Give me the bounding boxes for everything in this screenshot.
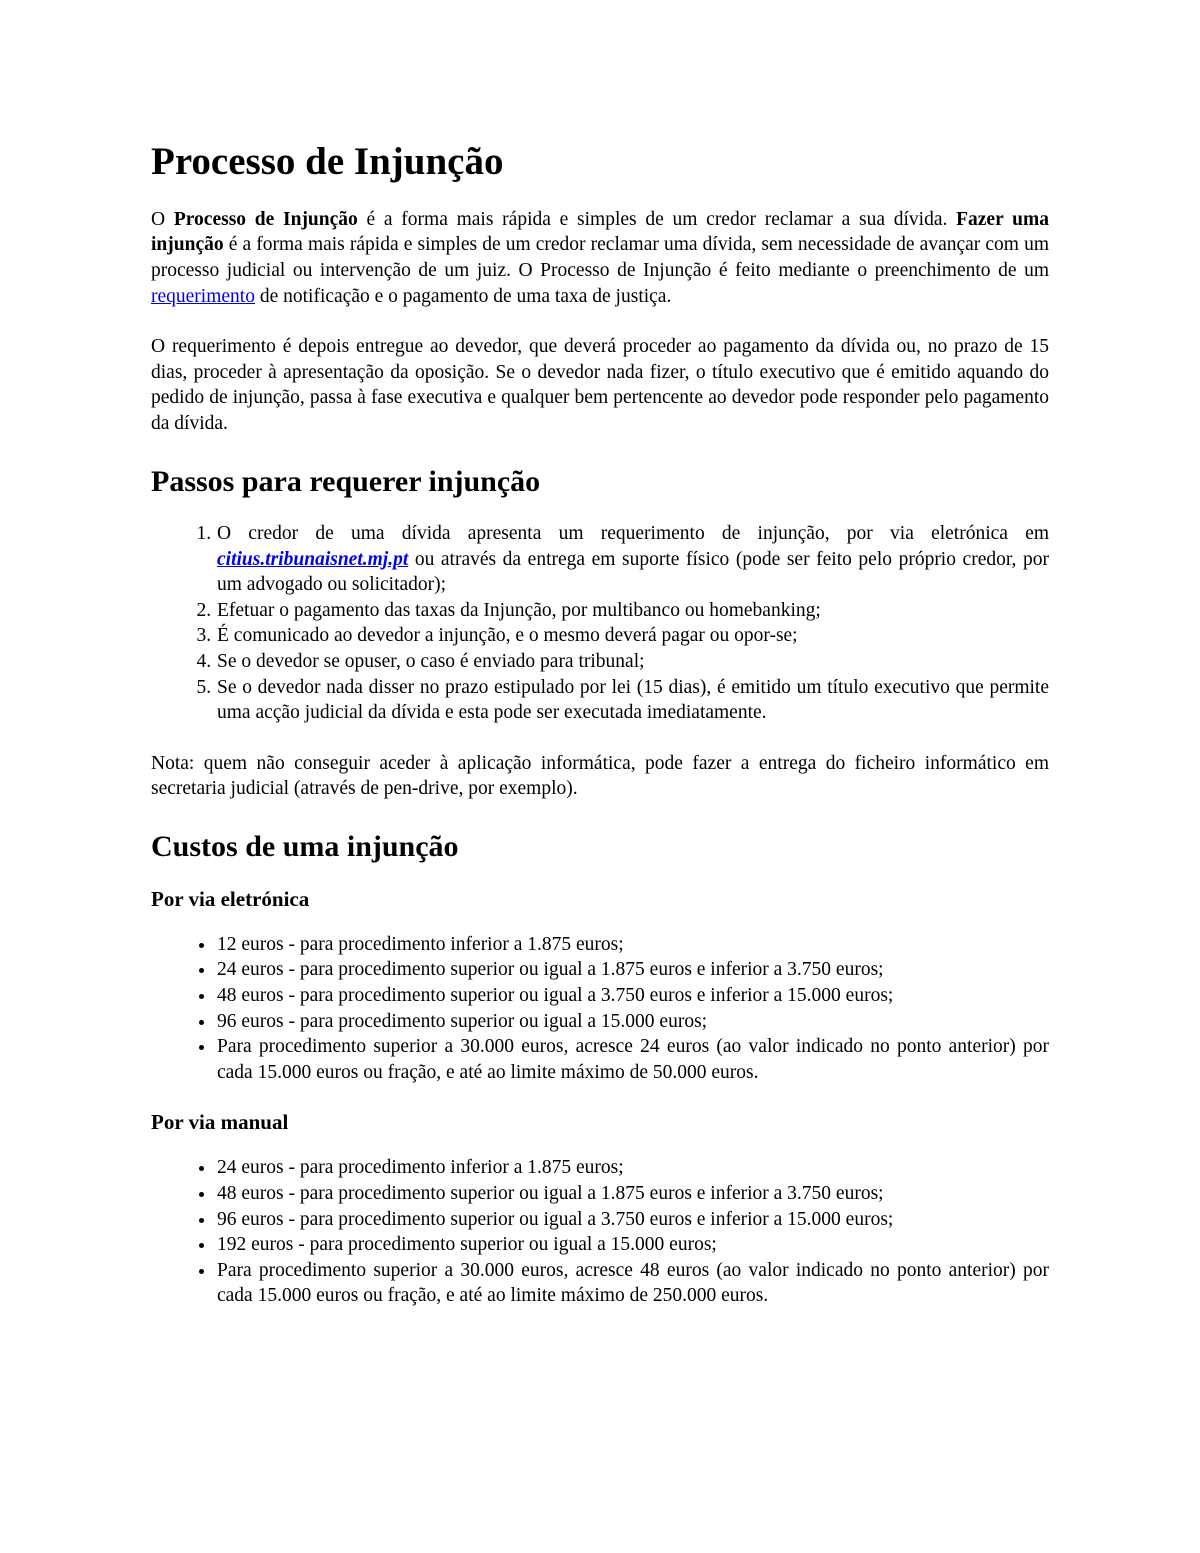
costs-heading: Custos de uma injunção — [151, 830, 459, 864]
page-title: Processo de Injunção — [151, 140, 504, 183]
steps-heading: Passos para requerer injunção — [151, 464, 541, 498]
intro-text: O — [151, 208, 174, 230]
list-item: 5. Se o devedor nada disser no prazo estipulado por lei (15 dias), é emitido um título executivo que permite uma acção judicial da dívida e esta pode ser executada imediatamente. — [216, 675, 1049, 726]
list-item — [216, 521, 1049, 598]
intro-text: é a forma mais rápida e simples de um credor reclamar a sua dívida. — [357, 208, 957, 230]
list-item: • 24 euros - para procedimento inferior a 1.875 euros; — [216, 1155, 1049, 1181]
document-page — [151, 130, 1049, 1334]
list-item: • 96 euros - para procedimento superior ou igual a 15.000 euros; — [216, 1009, 1049, 1035]
list-item: • Para procedimento superior a 30.000 euros, acresce 48 euros (ao valor indicado no ponto anterior) por cada 15.000 euros ou fração, e até ao limite máximo de 250.000 euros. — [216, 1258, 1049, 1309]
list-item: 2. Efetuar o pagamento das taxas da Injunção, por multibanco ou homebanking; — [216, 598, 1049, 624]
steps-list — [151, 521, 1049, 726]
intro-paragraph-2: O requerimento é depois entregue ao devedor, que deverá proceder ao pagamento da dívida ou, no prazo de 15 dias, proceder à apresentação da oposição. Se o devedor nada fizer, o título executivo que é emitido aquando do pedido de injunção, passa à fase executiva e qualquer bem pertencente ao devedor pode responder pelo pagamento da dívida. — [151, 336, 1049, 434]
manual-heading: Por via manual — [151, 1110, 289, 1135]
list-item: • 96 euros - para procedimento superior ou igual a 3.750 euros e inferior a 15.000 euros; — [216, 1207, 1049, 1233]
intro-bold-term: Fazer uma injunção — [151, 208, 1049, 256]
note-paragraph: Nota: quem não conseguir aceder à aplicação informática, pode fazer a entrega do ficheiro informático em secretaria judicial (através de pen-drive, por exemplo). — [151, 752, 1049, 800]
intro-text: de notificação e o pagamento de uma taxa de justiça. — [254, 285, 672, 307]
list-item: 4. Se o devedor se opuser, o caso é enviado para tribunal; — [216, 649, 1049, 675]
electronic-heading: Por via eletrónica — [151, 886, 310, 911]
list-item: • 12 euros - para procedimento inferior a 1.875 euros; — [216, 932, 1049, 958]
citius-link[interactable]: citius.tribunaisnet.mj.pt — [217, 548, 409, 570]
intro-paragraph-1 — [151, 207, 1049, 309]
list-item: • 24 euros - para procedimento superior ou igual a 1.875 euros e inferior a 3.750 euros; — [216, 957, 1049, 983]
list-item: • 48 euros - para procedimento superior ou igual a 3.750 euros e inferior a 15.000 euros; — [216, 983, 1049, 1009]
intro-text: é a forma mais rápida e simples de um credor reclamar uma dívida, sem necessidade de avançar com um processo judicial ou intervenção de um juiz. O Processo de Injunção é feito mediante o preenchimento de um — [151, 234, 1049, 282]
list-item: 3. É comunicado ao devedor a injunção, e o mesmo deverá pagar ou opor-se; — [216, 623, 1049, 649]
manual-costs-list — [151, 1155, 1049, 1309]
step-text: O credor de uma dívida apresenta um requerimento de injunção, por via eletrónica em — [217, 523, 1049, 545]
step-text: ou através da entrega em suporte físico (pode ser feito pelo próprio credor, por um advogado ou solicitador); — [217, 548, 1049, 596]
list-item: • 192 euros - para procedimento superior ou igual a 15.000 euros; — [216, 1232, 1049, 1258]
list-item: • 48 euros - para procedimento superior ou igual a 1.875 euros e inferior a 3.750 euros; — [216, 1181, 1049, 1207]
requerimento-link[interactable]: requerimento — [151, 285, 255, 307]
list-item: • Para procedimento superior a 30.000 euros, acresce 24 euros (ao valor indicado no ponto anterior) por cada 15.000 euros ou fração, e até ao limite máximo de 50.000 euros. — [216, 1034, 1049, 1085]
intro-bold-term: Processo de Injunção — [173, 208, 358, 230]
electronic-costs-list — [151, 932, 1049, 1086]
